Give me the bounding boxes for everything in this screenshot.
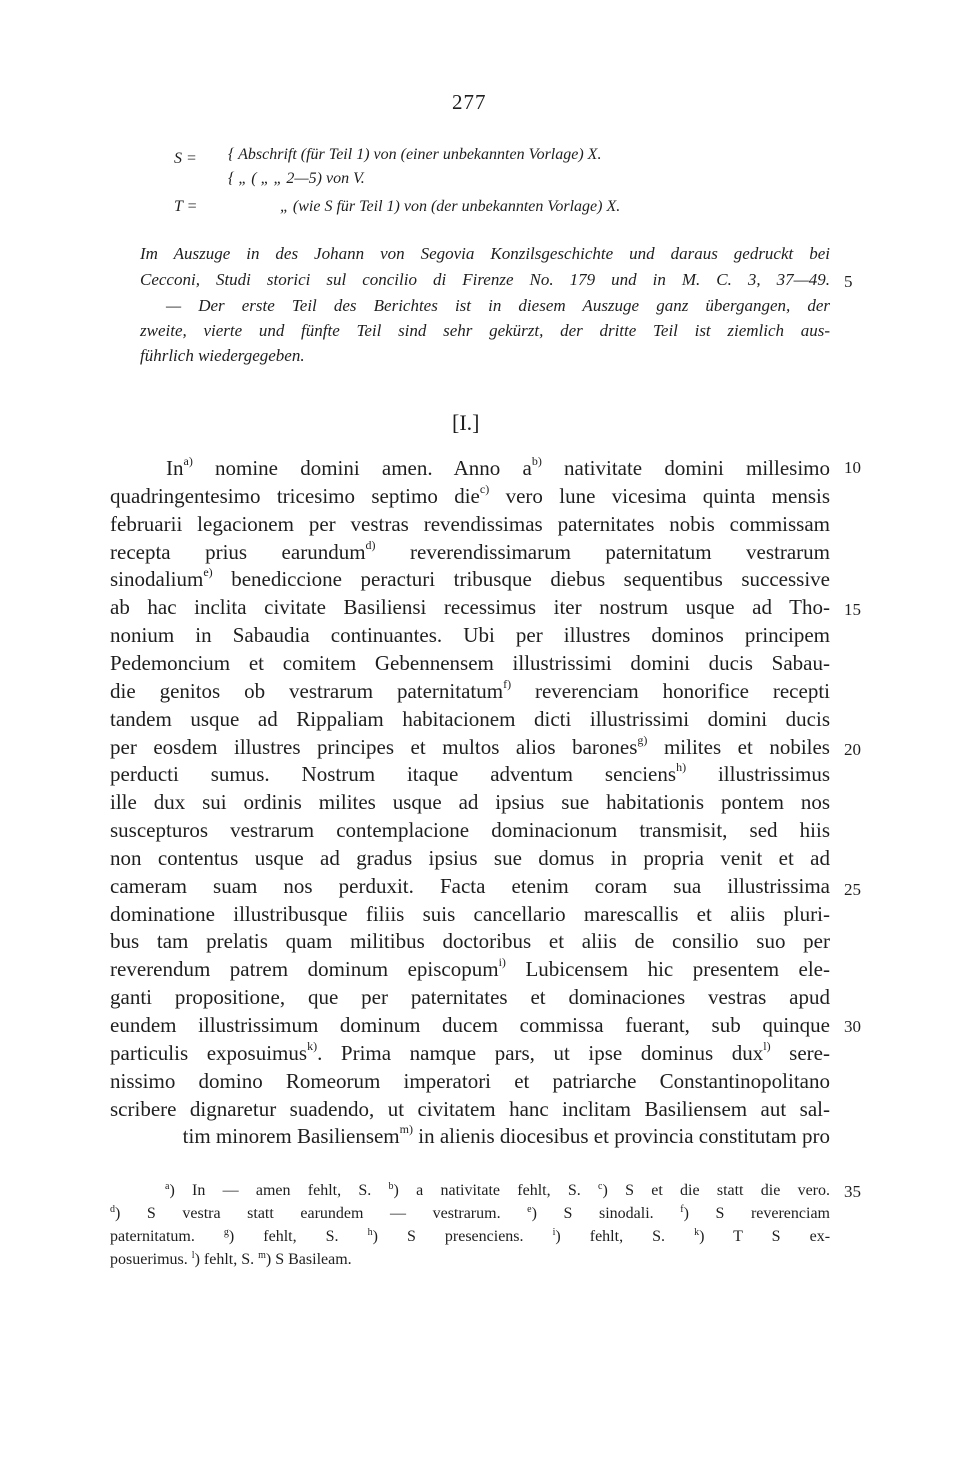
footnote-text: ) In — amen fehlt, S. [169, 1182, 389, 1199]
body-text-run: illustrissimus [686, 762, 830, 786]
sigla-t-row: „ (wie S für Teil 1) von (der unbekannten Vorlage) X. [280, 198, 621, 215]
body-line [110, 735, 830, 760]
footnote-marker: b) [531, 454, 542, 468]
footnote-key: d [110, 1204, 115, 1215]
line-number: 10 [844, 458, 861, 477]
body-line [110, 484, 830, 509]
intro-line: Cecconi, Studi storici sul concilio di Firenze No. 179 und in M. C. 3, 37—49. [140, 270, 830, 289]
body-text-run: per eosdem illustres principes et multos alios barones [110, 735, 638, 759]
intro-line: — Der erste Teil des Berichtes ist in diesem Auszuge ganz übergangen, der [166, 296, 830, 315]
line-number: 5 [844, 272, 853, 291]
body-line [110, 874, 830, 899]
sigla-t-label: T = [174, 198, 198, 215]
footnote-key: l [191, 1250, 195, 1261]
body-text-run: sinodalium [110, 567, 204, 591]
body-text-run: nativitate domini millesimo [541, 456, 831, 480]
body-text-run: ab hac inclita civitate Basiliensi recessimus iter nostrum usque ad Tho- [110, 595, 830, 619]
body-text-run: In [166, 456, 184, 480]
body-text-run: reverendum patrem dominum episcopum [110, 957, 499, 981]
body-text-run: paternitates nobis commissam [557, 512, 830, 536]
footnote-marker: k) [307, 1039, 318, 1053]
body-text-run: scribere dignaretur suadendo, ut civitatem hanc inclitam Basiliensem aut sal- [110, 1097, 830, 1121]
body-line [110, 790, 830, 815]
body-line [110, 623, 830, 648]
footnote-text: ) a nativitate fehlt, S. [393, 1182, 599, 1199]
body-text-run: nomine domini amen. Anno a [192, 456, 532, 480]
footnote-key: a [165, 1181, 170, 1192]
body-text-run: Lubicensem hic presentem ele- [505, 957, 830, 981]
footnote-line [110, 1228, 830, 1246]
line-number: 25 [844, 880, 861, 899]
body-text-run: ganti propositione, que per paternitates et dominaciones vestras apud [110, 985, 830, 1009]
body-text-run: suscepturos vestrarum contemplacione dominacionum transmisit, sed hiis [110, 818, 830, 842]
body-line [110, 512, 830, 537]
body-line [110, 818, 830, 843]
footnote-line [110, 1205, 830, 1223]
footnote-text: ) fehlt, S. [228, 1228, 368, 1245]
body-text-run: ille dux sui ordinis milites usque ad ipsius sue habitationis pontem nos [110, 790, 830, 814]
footnote-text: ) T S ex- [699, 1228, 831, 1245]
footnote-line [110, 1251, 830, 1269]
body-text-run: februarii legacionem per vestras revendissimas [110, 512, 558, 536]
body-text-run: recepta prius earundum [110, 540, 366, 564]
body-line [110, 929, 830, 954]
body-line [110, 651, 830, 676]
body-text-run: reverendissimarum paternitatum vestrarum [375, 540, 830, 564]
body-text-run: cameram suam nos perduxit. Facta etenim coram sua illustrissima [110, 874, 830, 898]
footnote-text: ) S presenciens. [372, 1228, 553, 1245]
footnote-text: ) fehlt, S. [194, 1251, 259, 1268]
footnote-marker: h) [676, 760, 687, 774]
body-text-run: quadringentesimo tricesimo septimo die [110, 484, 480, 508]
footnote-marker: c) [479, 482, 490, 496]
footnote-text: posuerimus. [110, 1251, 192, 1268]
body-line [110, 540, 830, 565]
body-text-run: vero lune vicesima quinta mensis [489, 484, 831, 508]
body-line [110, 985, 830, 1010]
body-line [110, 707, 830, 732]
body-line [110, 1041, 830, 1066]
intro-line: führlich wiedergegeben. [140, 346, 305, 365]
body-line [110, 679, 830, 704]
footnote-key: b [388, 1181, 394, 1192]
footnote-text: ) fehlt, S. [555, 1228, 695, 1245]
body-text-run: sere- [770, 1041, 830, 1065]
body-line [166, 456, 830, 481]
footnote-marker: i) [498, 955, 506, 969]
footnote-key: c [598, 1181, 603, 1192]
body-text-run: milites et nobiles [647, 735, 830, 759]
footnote-text: ) S et die statt die vero. [602, 1182, 831, 1199]
body-text-run: particulis exposuimus [110, 1041, 308, 1065]
footnote-text: paternitatum. [110, 1228, 224, 1245]
body-text-run: reverenciam honorifice recepti [511, 679, 830, 703]
line-number: 30 [844, 1017, 861, 1036]
footnote-line [165, 1182, 830, 1200]
line-number: 15 [844, 600, 861, 619]
body-text-run: die genitos ob vestrarum paternitatum [110, 679, 504, 703]
body-line [110, 567, 830, 592]
footnote-key: k [694, 1227, 700, 1238]
intro-line: zweite, vierte und fünfte Teil sind sehr gekürzt, der dritte Teil ist ziemlich aus- [140, 321, 830, 340]
intro-line: Im Auszuge in des Johann von Segovia Konzilsgeschichte und daraus gedruckt bei [140, 244, 830, 263]
body-text-run: tandem usque ad Rippaliam habitacionem dicti illustrissimi domini ducis [110, 707, 830, 731]
footnote-text: ) S vestra statt earundem — vestrarum. [115, 1205, 528, 1222]
footnote-marker: g) [637, 733, 648, 747]
sigla-s-row-2: { „ ( „ „ 2—5) von V. [228, 170, 365, 187]
footnote-marker: f) [503, 677, 512, 691]
body-text-run: tim minorem Basiliensem [182, 1124, 400, 1148]
body-text-run: nissimo domino Romeorum imperatori et patriarche Constantinopolitano [110, 1069, 830, 1093]
body-line [110, 1069, 830, 1094]
sigla-s-row-1: { Abschrift (für Teil 1) von (einer unbekannten Vorlage) X. [228, 146, 602, 163]
body-line [110, 762, 830, 787]
body-text-run: perducti sumus. Nostrum itaque adventum senciens [110, 762, 677, 786]
footnote-marker: e) [203, 565, 213, 579]
body-text-run: non contentus usque ad gradus ipsius sue domus in propria venit et ad [110, 846, 830, 870]
footnote-key: e [527, 1204, 532, 1215]
footnote-key: g [223, 1227, 229, 1238]
footnote-key: i [552, 1227, 556, 1238]
body-text-run: dominatione illustribusque filiis suis cancellario marescallis et aliis pluri- [110, 902, 830, 926]
footnote-text: ) S sinodali. [531, 1205, 681, 1222]
body-text-run: bus tam prelatis quam militibus doctoribus et aliis de consilio suo per [110, 929, 830, 953]
sigla-s-label: S = [174, 150, 197, 167]
footnote-marker: l) [763, 1039, 771, 1053]
footnote-key: f [680, 1204, 684, 1215]
body-line [110, 1097, 830, 1122]
body-line [110, 1013, 830, 1038]
page-number: 277 [452, 90, 487, 114]
body-text-run: benediccione peracturi tribusque diebus sequentibus successive [212, 567, 830, 591]
footnote-text: ) S reverenciam [683, 1205, 831, 1222]
footnote-marker: a) [183, 454, 193, 468]
footnote-key: m [258, 1250, 266, 1261]
body-line [110, 902, 830, 927]
body-text-run: in alienis diocesibus et provincia constitutam pro [413, 1124, 830, 1148]
body-line [110, 595, 830, 620]
body-text-run: . Prima namque pars, ut ipse dominus dux [317, 1041, 764, 1065]
body-text-run: Pedemoncium et comitem Gebennensem illustrissimi domini ducis Sabau- [110, 651, 830, 675]
line-number: 35 [844, 1182, 861, 1201]
body-line [110, 1124, 830, 1149]
footnote-marker: d) [365, 538, 376, 552]
line-number: 20 [844, 740, 861, 759]
body-text-run: nonium in Sabaudia continuantes. Ubi per illustres dominos principem [110, 623, 830, 647]
footnote-marker: m) [399, 1122, 413, 1136]
section-heading: [I.] [452, 410, 480, 435]
footnote-text: ) S Basileam. [265, 1251, 352, 1268]
body-line [110, 846, 830, 871]
body-text-run: eundem illustrissimum dominum ducem commissa fuerant, sub quinque [110, 1013, 830, 1037]
body-line [110, 957, 830, 982]
footnote-key: h [367, 1227, 373, 1238]
